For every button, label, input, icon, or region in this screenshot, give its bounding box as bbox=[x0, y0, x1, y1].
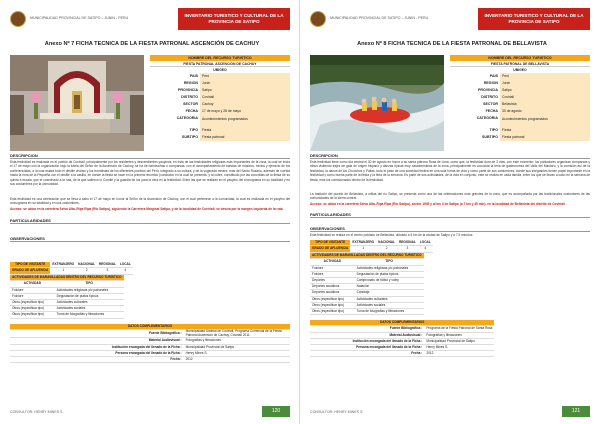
ubigeo-label: UBIGEO bbox=[213, 68, 227, 72]
activity-type: Actividades religiosas y/o patronales bbox=[55, 287, 124, 293]
local-label: LOCAL bbox=[119, 262, 131, 267]
activity-name: Otros (especificar tipo) bbox=[310, 308, 355, 314]
header-title-box: INVENTARIO TURISTICO Y CULTURAL DE LA PROVINCIA DE SATIPO bbox=[478, 8, 590, 30]
datos-value: Henry Mines S. bbox=[184, 350, 290, 356]
field-value: Fiesta bbox=[500, 127, 590, 134]
activity-name: Deportes bbox=[310, 277, 355, 283]
regional-label: REGIONAL bbox=[399, 240, 416, 245]
card-title: NOMBRE DEL RECURSO TURISTICO bbox=[450, 55, 590, 61]
activity-name: Deportes acuáticos bbox=[310, 290, 355, 296]
right-page bbox=[300, 0, 600, 424]
field-label: TIPO bbox=[189, 128, 198, 132]
tipo-col: TIPO bbox=[355, 259, 424, 265]
field-value: Cachuy bbox=[200, 101, 290, 108]
field-label: TIPO bbox=[489, 128, 498, 132]
datos-label: Material Audiovisual : bbox=[10, 338, 184, 344]
card-title: NOMBRE DEL RECURSO TURISTICO bbox=[150, 55, 290, 61]
field-label: DISTRITO bbox=[481, 95, 498, 99]
datos-value: 2012 bbox=[184, 357, 290, 363]
field-value: Fiesta patronal bbox=[200, 134, 290, 141]
field-distrito bbox=[450, 94, 590, 101]
actividad-col: ACTIVIDAD bbox=[310, 259, 355, 265]
datos-value: 2012 bbox=[424, 351, 494, 357]
field-sector bbox=[150, 101, 290, 108]
datos-title: DATOS COMPLEMENTARIOS bbox=[310, 320, 494, 326]
activity-name: Otros (especificar tipo) bbox=[10, 312, 55, 318]
page-footer bbox=[310, 406, 590, 418]
field-pais bbox=[450, 73, 590, 80]
page-footer bbox=[10, 406, 290, 418]
field-value: 30 de agosto bbox=[500, 108, 590, 115]
resource-card bbox=[450, 55, 590, 141]
activity-name: Deportes acuáticos bbox=[310, 284, 355, 290]
field-label: REGION bbox=[483, 81, 498, 85]
field-label: DISTRITO bbox=[181, 95, 198, 99]
field-fecha bbox=[450, 108, 590, 115]
activity-name: Folclore bbox=[10, 293, 55, 299]
datos-label: Fecha : bbox=[310, 351, 424, 357]
annex-title: Anexo Nº 7 FICHA TECNICA DE LA FIESTA PATRONAL ASCENCIÓN DE CACHUY bbox=[44, 41, 260, 47]
field-subtipo bbox=[150, 134, 290, 141]
particularidades-heading: PARTICULARIDADES bbox=[310, 212, 590, 218]
observaciones-heading: OBSERVACIONES bbox=[10, 236, 290, 242]
afluencia-regional: 3 bbox=[97, 268, 118, 274]
datos-row bbox=[10, 357, 290, 363]
descripcion-heading: DESCRIPCION bbox=[310, 153, 590, 159]
field-label: SECTOR bbox=[483, 102, 498, 106]
activity-name: Folclore bbox=[310, 265, 355, 271]
field-value: Satipo bbox=[500, 87, 590, 94]
activities-title: ACTIVIDADES DE MARAVILLADAS DENTRO DEL RECURSO TURISTICO bbox=[312, 253, 422, 258]
observaciones-heading: OBSERVACIONES bbox=[310, 226, 590, 232]
page-header bbox=[310, 8, 590, 30]
activity-name: Folclore bbox=[310, 271, 355, 277]
datos-label: Fuente Bibliográfica : bbox=[310, 326, 424, 332]
activity-type: Actividades religiosas y/o patronales bbox=[355, 265, 424, 271]
nacional-label: NACIONAL bbox=[378, 240, 395, 245]
datos-value: Henry Mines S. bbox=[424, 344, 494, 350]
field-region bbox=[450, 80, 590, 87]
datos-label: Fecha : bbox=[10, 357, 184, 363]
activities-table bbox=[10, 275, 124, 319]
particularidades-heading: PARTICULARIDADES bbox=[10, 218, 290, 224]
field-label: PROVINCIA bbox=[178, 88, 198, 92]
datos-value: Municipalidad Provincial de Satipo bbox=[424, 338, 494, 344]
resource-name: FIESTA PATRONAL DE BELLAVISTA bbox=[450, 61, 590, 67]
field-label: SUBTIPO bbox=[182, 135, 198, 139]
datos-label: Institución encargada del llenado de la Ficha : bbox=[310, 338, 424, 344]
datos-value: Municipalidad Distrital de Coviriali, Programa Comercial de la Fiesta Patronal Ascensión de Cachuy, Coviriali 2011. bbox=[184, 330, 290, 338]
field-label: PAIS bbox=[189, 74, 198, 78]
acceso-text bbox=[10, 207, 290, 216]
resource-name: FIESTA PATRONAL ASCENCIÓN DE CACHUY bbox=[150, 61, 290, 67]
activity-type: Degustación de platos típicos bbox=[55, 293, 124, 299]
field-label: SUBTIPO bbox=[482, 135, 498, 139]
activities-title: ACTIVIDADES DE MARAVILLADAS DENTRO DEL RECURSO TURISTICO bbox=[12, 275, 122, 280]
field-value: Coviriali bbox=[500, 94, 590, 101]
extranjero-label: EXTRANJERO bbox=[352, 240, 375, 245]
field-fecha bbox=[150, 108, 290, 115]
field-tipo bbox=[150, 127, 290, 134]
activity-type: Actividades sociales bbox=[355, 302, 424, 308]
acceso-text bbox=[310, 202, 590, 211]
descripcion-text: Esta festividad tiene como día central el 30 de agosto en honor a su santa patrona Rosa de Lima, como que, la festividad dura de 3 días, con este momento; los pobladores organizan comparsas y tribus vistiendo trajes de gala de origen hispano y danzas típicas muy características de la zona, principalmente es conocida la feria de gastronomía del Valle del Mantaro, y la comisión así de la festividad, la danza de los Chunchos y Pallas, todo el paso de una sociedad festiva en una sola forma de vida y como parte de sus costumbres, donde sus integrantes tienen papel importante en la festividad y como buena parte de la fiesta y la feria de la serranía. Es parte de sus actividades, de la vida en conjunto, este se realiza en cada familia, entre los que se llevan a cabo en la semana de fiesta, más los comisionados dentro de la festividad. bbox=[310, 160, 590, 182]
field-value: Acontecimientos programados bbox=[500, 115, 590, 127]
field-label: REGION bbox=[183, 81, 198, 85]
consultant-label: CONSULTOR: HENRY MINES S. bbox=[10, 410, 64, 414]
descripcion-text-2: La tradición del pueblo de Bellavista, a orillas del río Satipo, se presenta como una de las celebraciones más grandes de la zona, que es acompañada por las tradicionales costumbres de las comunidades de la sierra central. bbox=[310, 192, 590, 201]
field-value: Acontecimientos programados bbox=[200, 115, 290, 127]
field-label: FECHA bbox=[485, 109, 498, 113]
activities-title-row bbox=[10, 275, 124, 281]
afluencia-local: 4 bbox=[118, 268, 133, 274]
datos-table bbox=[310, 320, 494, 357]
activity-name: Folclore bbox=[10, 287, 55, 293]
datos-value: Fotografías y filmaciones bbox=[424, 332, 494, 338]
acceso-value: Acceso: se ubica en la carretera Selva Alta–Ripa Ripa (Río Satipo), siguiendo la Carretera Marginal Satipo, y de la localidad de Coviriali, se desvía por la margen izquierda de la ruta. bbox=[10, 207, 284, 211]
extranjero-label: EXTRANJERO bbox=[52, 262, 75, 267]
municipality-label: MUNICIPALIDAD PROVINCIAL DE SATIPO – JUNIN - PERU bbox=[330, 16, 429, 20]
field-value: 17 de mayo y 28 de mayo bbox=[200, 108, 290, 115]
visitor-table bbox=[10, 262, 133, 275]
activity-name: Otros (especificar tipo) bbox=[310, 296, 355, 302]
activity-row bbox=[10, 312, 124, 318]
field-label: PROVINCIA bbox=[478, 88, 498, 92]
field-region bbox=[150, 80, 290, 87]
activity-name: Otros (especificar tipo) bbox=[10, 306, 55, 312]
local-label: LOCAL bbox=[419, 240, 431, 245]
field-value: Satipo bbox=[200, 87, 290, 94]
nacional-label: NACIONAL bbox=[78, 262, 95, 267]
municipality-label: MUNICIPALIDAD PROVINCIAL DE SATIPO – JUNIN - PERU bbox=[30, 16, 129, 20]
tipo-visitante-label: TIPO DE VISITANTE bbox=[10, 262, 50, 268]
field-sector bbox=[450, 101, 590, 108]
field-categoria bbox=[150, 115, 290, 127]
actividad-col: ACTIVIDAD bbox=[10, 281, 55, 287]
ubigeo-label: UBIGEO bbox=[513, 68, 527, 72]
resource-card bbox=[150, 55, 290, 141]
datos-label: Fuente Bibliográfica : bbox=[10, 330, 184, 338]
field-value: Fiesta patronal bbox=[500, 134, 590, 141]
datos-label: Persona encargada del llenado de la Ficha : bbox=[10, 350, 184, 356]
page-number: 121 bbox=[562, 406, 590, 417]
field-subtipo bbox=[450, 134, 590, 141]
afluencia-row bbox=[310, 246, 433, 252]
activity-row bbox=[310, 308, 424, 314]
visitor-header-row bbox=[310, 240, 433, 246]
afluencia-nacional: 2 bbox=[376, 246, 397, 252]
datos-value: Programa de la Fiesta Patronal de Santa Rosa bbox=[426, 326, 493, 331]
descripcion-heading: DESCRIPCION bbox=[10, 153, 290, 159]
descripcion-text: Esta festividad es realizada en el pueblo de Coviriali, principalmente por los residentes y descendientes yauyinos, en esta de las festividades religiosas más importantes de la zona, la cual se inicia el 17 de mayo con la organización bajo la tutela del Señor de la Ascensión de Cachuy, se ha de bambuchas o comparsas, con el acompañamiento de bandas de músicos, mixtos y ejercicio de los conferencistas, a la cual estará todo el desfile vistoso y los trombistas de los diferentes pueblos del Perú, integrado a su cultura, y de la sugerada misere, más del Santo Rosario, además de corrida hasta la hora de la Pequeña con el desfile a la casilla, en donde la fiesta se hace en la primera recorrido (conductor en la cual se presenta, y al cobre, constituido por las conoridas de la fiesta de su quinta a escala, que el cosechado a la ruta, de la que salieron lo Comité y la guardia de los para la vera en la festividad. Entre las que se realizan en el yauyino del cronograma en su totalidad y en sus costumbres por la comunidad. bbox=[10, 160, 290, 187]
page-header bbox=[10, 8, 290, 30]
field-value: Junín bbox=[200, 80, 290, 87]
field-provincia bbox=[150, 87, 290, 94]
river-rafting-photo bbox=[310, 55, 444, 151]
consultant-label: CONSULTOR: HENRY MINES S. bbox=[310, 410, 364, 414]
field-label: FECHA bbox=[185, 109, 198, 113]
activity-type: Toma de fotografías y filmaciones bbox=[355, 308, 424, 314]
field-value: Junín bbox=[500, 80, 590, 87]
annex-title: Anexo Nº 8 FICHA TECNICA DE LA FIESTA PATRONAL DE BELLAVISTA bbox=[357, 41, 547, 47]
datos-row bbox=[310, 351, 494, 357]
activity-name: Otros (especificar tipo) bbox=[10, 299, 55, 305]
activity-type: Degustación de platos típicos bbox=[355, 271, 424, 277]
afluencia-local: 4 bbox=[418, 246, 433, 252]
municipal-seal-icon bbox=[310, 11, 326, 27]
field-value: Fiesta bbox=[200, 127, 290, 134]
field-label: SECTOR bbox=[183, 102, 198, 106]
datos-label: Institución encargada del llenado de la Ficha : bbox=[10, 344, 184, 350]
datos-label: Material Audiovisual : bbox=[310, 332, 424, 338]
church-altar-photo bbox=[10, 55, 144, 151]
activity-type: Actividades sociales bbox=[55, 306, 124, 312]
activities-table bbox=[310, 253, 424, 315]
municipal-seal-icon bbox=[10, 11, 26, 27]
field-distrito bbox=[150, 94, 290, 101]
afluencia-regional: 3 bbox=[397, 246, 418, 252]
activity-type: Actividades culturales bbox=[355, 296, 424, 302]
tipo-col: TIPO bbox=[55, 281, 124, 287]
tipo-visitante-label: TIPO DE VISITANTE bbox=[310, 240, 350, 246]
activity-type: Natación bbox=[355, 284, 424, 290]
field-label: CATEGORIA bbox=[176, 116, 198, 120]
datos-table bbox=[10, 324, 290, 363]
field-value: Perú bbox=[200, 73, 290, 80]
header-title-box: INVENTARIO TURISTICO Y CULTURAL DE LA PROVINCIA DE SATIPO bbox=[178, 8, 290, 30]
afluencia-row bbox=[10, 268, 133, 274]
afluencia-nacional: 2 bbox=[76, 268, 97, 274]
afluencia-extranjero: 1 bbox=[50, 268, 76, 274]
field-provincia bbox=[450, 87, 590, 94]
datos-value: Fotografías y filmaciones bbox=[184, 338, 290, 344]
field-value: Coviriali bbox=[200, 94, 290, 101]
field-label: CATEGORIA bbox=[476, 116, 498, 120]
regional-label: REGIONAL bbox=[99, 262, 116, 267]
visitor-header-row bbox=[10, 262, 133, 268]
datos-value: Municipalidad Provincial de Satipo bbox=[184, 344, 290, 350]
descripcion-text-2: Esta festividad es una celebración que se lleva a cabo el 17 de mayo en honor al Señor de la Ascensión de Cachuy, con el cual pertenece a la comunidad, la cual es realizada en el yauyino del cronograma en su totalidad y en sus costumbres. bbox=[10, 197, 290, 206]
afluencia-label: GRADO DE AFLUENCIA bbox=[12, 268, 49, 273]
datos-row bbox=[10, 330, 290, 338]
activity-type: Actividades culturales bbox=[55, 299, 124, 305]
acceso-value: Acceso: se ubica en la carretera Selva Alta–Ripa Ripa (Río Satipo), sector 1945 y al km 3 de Satipo (a 7 km y 45 min), en la localidad de Bellavista del distrito de Coviriali. bbox=[310, 202, 566, 206]
datos-title: DATOS COMPLEMENTARIOS bbox=[10, 324, 290, 330]
afluencia-extranjero: 1 bbox=[350, 246, 376, 252]
observaciones-text: Esta festividad se realiza en el centro poblado de Bellavista, ubicado a 5 km de la ciudad de Satipo y a 7.5 minutos. bbox=[310, 233, 474, 237]
activity-type: Canotaje bbox=[355, 290, 424, 296]
page-number: 120 bbox=[262, 406, 290, 417]
activity-name: Otros (especificar tipo) bbox=[310, 302, 355, 308]
activity-type: Toma de fotografías y filmaciones bbox=[55, 312, 124, 318]
field-pais bbox=[150, 73, 290, 80]
activities-title-row bbox=[310, 253, 424, 259]
field-value: Bellavista bbox=[500, 101, 590, 108]
field-value: Perú bbox=[500, 73, 590, 80]
field-tipo bbox=[450, 127, 590, 134]
datos-label: Persona encargada del llenado de la Ficha : bbox=[310, 344, 424, 350]
field-label: PAIS bbox=[489, 74, 498, 78]
afluencia-label: GRADO DE AFLUENCIA bbox=[312, 246, 349, 251]
visitor-table bbox=[310, 240, 433, 253]
activity-type: Campeonato de fútbol y vóley bbox=[355, 277, 424, 283]
field-categoria bbox=[450, 115, 590, 127]
